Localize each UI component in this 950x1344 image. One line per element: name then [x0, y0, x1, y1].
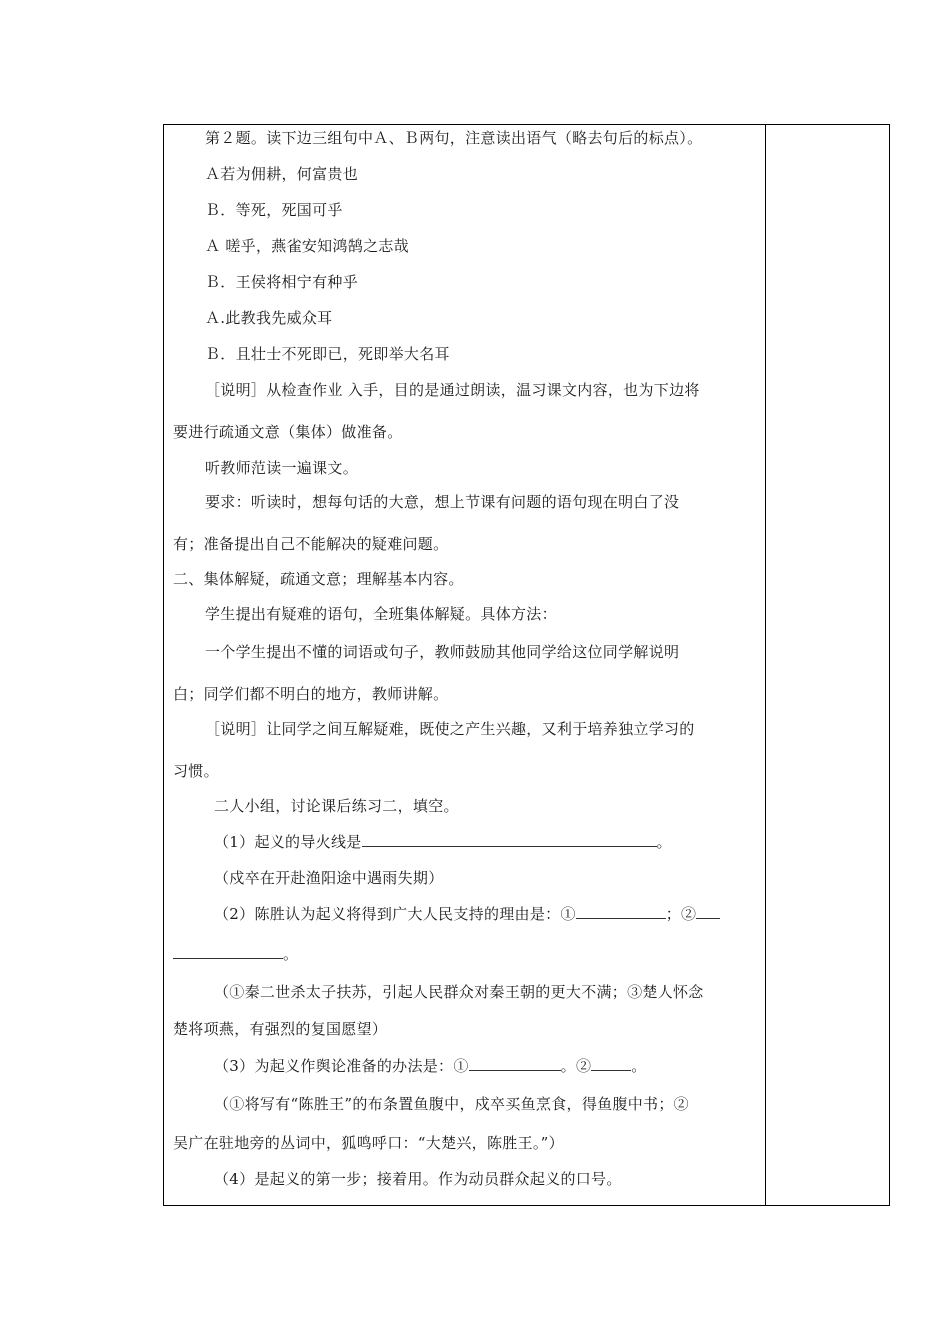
exercise-2-continuation [173, 944, 298, 964]
exercise-2-mid: ；② [665, 905, 697, 923]
text-line: Ｂ．等死，死国可乎 [205, 201, 343, 219]
table-column-divider [765, 124, 766, 1206]
text-line: 要进行疏通文意（集体）做准备。 [173, 423, 403, 441]
fill-blank[interactable] [173, 944, 283, 959]
text-line: 听教师范读一遍课文。 [205, 459, 359, 477]
exercise-1-prompt: （1）起义的导火线是 [214, 833, 362, 851]
text-line: Ｂ．王侯将相宁有种乎 [205, 273, 359, 291]
text-line: Ａ 嗟乎，燕雀安知鸿鹄之志哉 [205, 237, 409, 255]
section-heading: 二、集体解疑，疏通文意；理解基本内容。 [173, 570, 464, 588]
text-line: Ａ若为佣耕，何富贵也 [205, 165, 359, 183]
fill-blank[interactable] [362, 832, 657, 847]
text-line: 习惯。 [173, 762, 219, 780]
text-line: 要求：听读时，想每句话的大意，想上节课有问题的语句现在明白了没 [205, 493, 680, 511]
exercise-2-prompt: （2）陈胜认为起义将得到广大人民支持的理由是：① [214, 905, 576, 923]
text-line: ［说明］从检查作业 入手，目的是通过朗读，温习课文内容，也为下边将 [205, 381, 700, 399]
exercise-4: （4）是起义的第一步；接着用。作为动员群众起义的口号。 [214, 1170, 622, 1188]
exercise-1-end: 。 [656, 833, 672, 851]
answer-line: （戍卒在开赴渔阳途中遇雨失期） [214, 869, 444, 887]
fill-blank[interactable] [576, 904, 666, 919]
text-line: 第２题。读下边三组句中Ａ、Ｂ两句，注意读出语气（略去句后的标点）。 [205, 129, 703, 147]
exercise-3-end: 。 [631, 1057, 647, 1075]
text-line: ［说明］让同学之间互解疑难，既使之产生兴趣，又利于培养独立学习的 [205, 720, 695, 738]
text-line: Ｂ．且壮士不死即已，死即举大名耳 [205, 345, 450, 363]
answer-line: 楚将项燕，有强烈的复国愿望） [173, 1020, 388, 1038]
text-line: Ａ.此教我先威众耳 [205, 309, 333, 327]
answer-line: （①将写有“陈胜王”的布条置鱼腹中，戍卒买鱼烹食，得鱼腹中书；② [214, 1095, 689, 1113]
fill-blank[interactable] [591, 1056, 631, 1071]
fill-blank[interactable] [469, 1056, 561, 1071]
text-line: 有；准备提出自己不能解决的疑难问题。 [173, 535, 449, 553]
text-line: 白；同学们都不明白的地方，教师讲解。 [173, 685, 449, 703]
exercise-2-end: 。 [283, 945, 299, 963]
exercise-1 [214, 832, 672, 852]
exercise-3-prompt: （3）为起义作舆论准备的办法是：① [214, 1057, 469, 1075]
text-line: 学生提出有疑难的语句，全班集体解疑。具体方法： [205, 605, 557, 623]
text-line: 一个学生提出不懂的词语或句子，教师鼓励其他同学给这位同学解说明 [205, 643, 680, 661]
answer-line: 吴广在驻地旁的丛词中，狐鸣呼口：“大楚兴，陈胜王。”） [173, 1134, 564, 1152]
text-line: 二人小组，讨论课后练习二，填空。 [214, 797, 459, 815]
exercise-3 [214, 1056, 647, 1076]
exercise-3-mid: 。② [560, 1057, 592, 1075]
fill-blank[interactable] [696, 904, 720, 919]
exercise-2 [214, 904, 720, 924]
answer-line: （①秦二世杀太子扶苏，引起人民群众对秦王朝的更大不满；③楚人怀念 [214, 983, 704, 1001]
